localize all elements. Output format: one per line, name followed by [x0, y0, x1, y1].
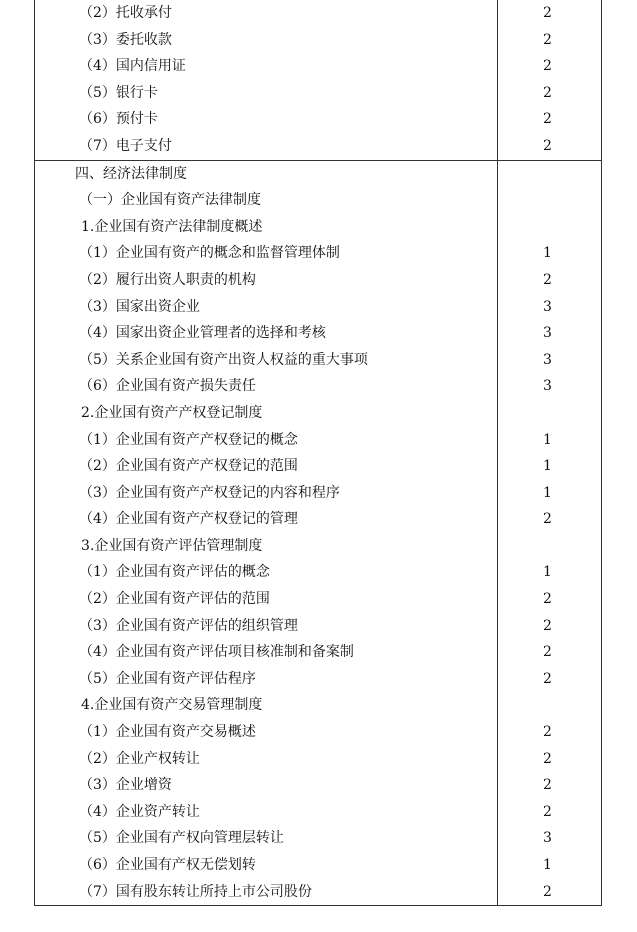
item-text: （3）企业国有资产产权登记的内容和程序: [79, 484, 340, 501]
section-1: [35, 0, 602, 160]
item-text: （1）企业国有资产评估的概念: [79, 564, 270, 581]
item-text: （5）企业国有产权向管理层转让: [79, 830, 284, 847]
item-text: （2）企业国有资产产权登记的范围: [79, 458, 298, 475]
level-value: 3: [543, 351, 552, 368]
level-value: [498, 161, 601, 188]
level-value: 2: [543, 724, 552, 741]
heading-text: 3.企业国有资产评估管理制度: [81, 537, 263, 554]
level-value: 2: [543, 617, 552, 634]
level-value: 2: [543, 271, 552, 288]
item-text: （4）企业国有资产评估项目核准制和备案制: [79, 644, 354, 661]
level-value: [498, 187, 601, 214]
item-text: （7）电子支付: [79, 137, 172, 154]
level-value: 2: [543, 591, 552, 608]
level-column: [498, 160, 602, 906]
syllabus-page: [34, 0, 601, 916]
level-value: 3: [543, 325, 552, 342]
item-text: （1）企业国有资产的概念和监督管理体制: [79, 245, 340, 262]
item-text: （1）企业国有资产产权登记的概念: [79, 431, 298, 448]
section-2: [35, 160, 602, 906]
level-value: 2: [543, 803, 552, 820]
heading-text: 1.企业国有资产法律制度概述: [81, 218, 263, 235]
level-value: 1: [543, 484, 552, 501]
level-value: 3: [543, 298, 552, 315]
item-text: （3）国家出资企业: [79, 298, 200, 315]
item-text: （6）企业国有资产损失责任: [79, 378, 256, 395]
item-text: （5）银行卡: [79, 84, 158, 101]
heading-text: 4.企业国有资产交易管理制度: [81, 697, 263, 714]
level-value: 2: [543, 644, 552, 661]
item-text: （2）企业产权转让: [79, 750, 200, 767]
level-value: 1: [543, 431, 552, 448]
item-text: （7）国有股东转让所持上市公司股份: [79, 883, 312, 900]
item-text: （4）国内信用证: [79, 58, 186, 75]
level-value: 3: [543, 830, 552, 847]
item-text: （6）企业国有产权无偿划转: [79, 857, 256, 873]
level-value: 1: [543, 857, 552, 873]
item-text: （5）企业国有资产评估程序: [79, 670, 256, 687]
heading-text: （一）企业国有资产法律制度: [79, 192, 261, 209]
level-value: 2: [543, 670, 552, 687]
level-value: [498, 400, 601, 427]
syllabus-table-body: [35, 0, 602, 906]
item-text: （2）履行出资人职责的机构: [79, 271, 256, 288]
level-value: [498, 692, 601, 719]
item-text: （4）企业资产转让: [79, 803, 200, 820]
level-value: 2: [543, 111, 552, 128]
item-text: （1）企业国有资产交易概述: [79, 724, 256, 741]
level-value: 2: [543, 84, 552, 101]
level-value: 2: [543, 5, 552, 21]
heading-text: 四、经济法律制度: [75, 165, 187, 182]
level-value: 2: [543, 511, 552, 528]
item-text: （4）国家出资企业管理者的选择和考核: [79, 325, 326, 342]
level-value: 1: [543, 245, 552, 262]
item-text: （3）企业增资: [79, 777, 172, 794]
item-text: （5）关系企业国有资产出资人权益的重大事项: [79, 351, 368, 368]
level-column: [498, 0, 602, 160]
syllabus-table: [34, 0, 602, 906]
item-text: （6）预付卡: [79, 111, 158, 128]
level-value: 1: [543, 458, 552, 475]
item-column: [35, 0, 498, 160]
item-text: （2）托收承付: [79, 5, 172, 21]
level-value: 2: [543, 58, 552, 75]
item-text: （2）企业国有资产评估的范围: [79, 591, 270, 608]
level-value: [498, 214, 601, 241]
level-value: 3: [543, 378, 552, 395]
heading-text: 2.企业国有资产产权登记制度: [81, 404, 263, 421]
item-text: （3）企业国有资产评估的组织管理: [79, 617, 298, 634]
level-value: [498, 533, 601, 560]
item-text: （4）企业国有资产产权登记的管理: [79, 511, 298, 528]
level-value: 2: [543, 750, 552, 767]
item-text: （3）委托收款: [79, 31, 172, 48]
level-value: 2: [543, 31, 552, 48]
level-value: 2: [543, 883, 552, 900]
level-value: 2: [543, 137, 552, 154]
item-column: [35, 160, 498, 906]
level-value: 1: [543, 564, 552, 581]
level-value: 2: [543, 777, 552, 794]
